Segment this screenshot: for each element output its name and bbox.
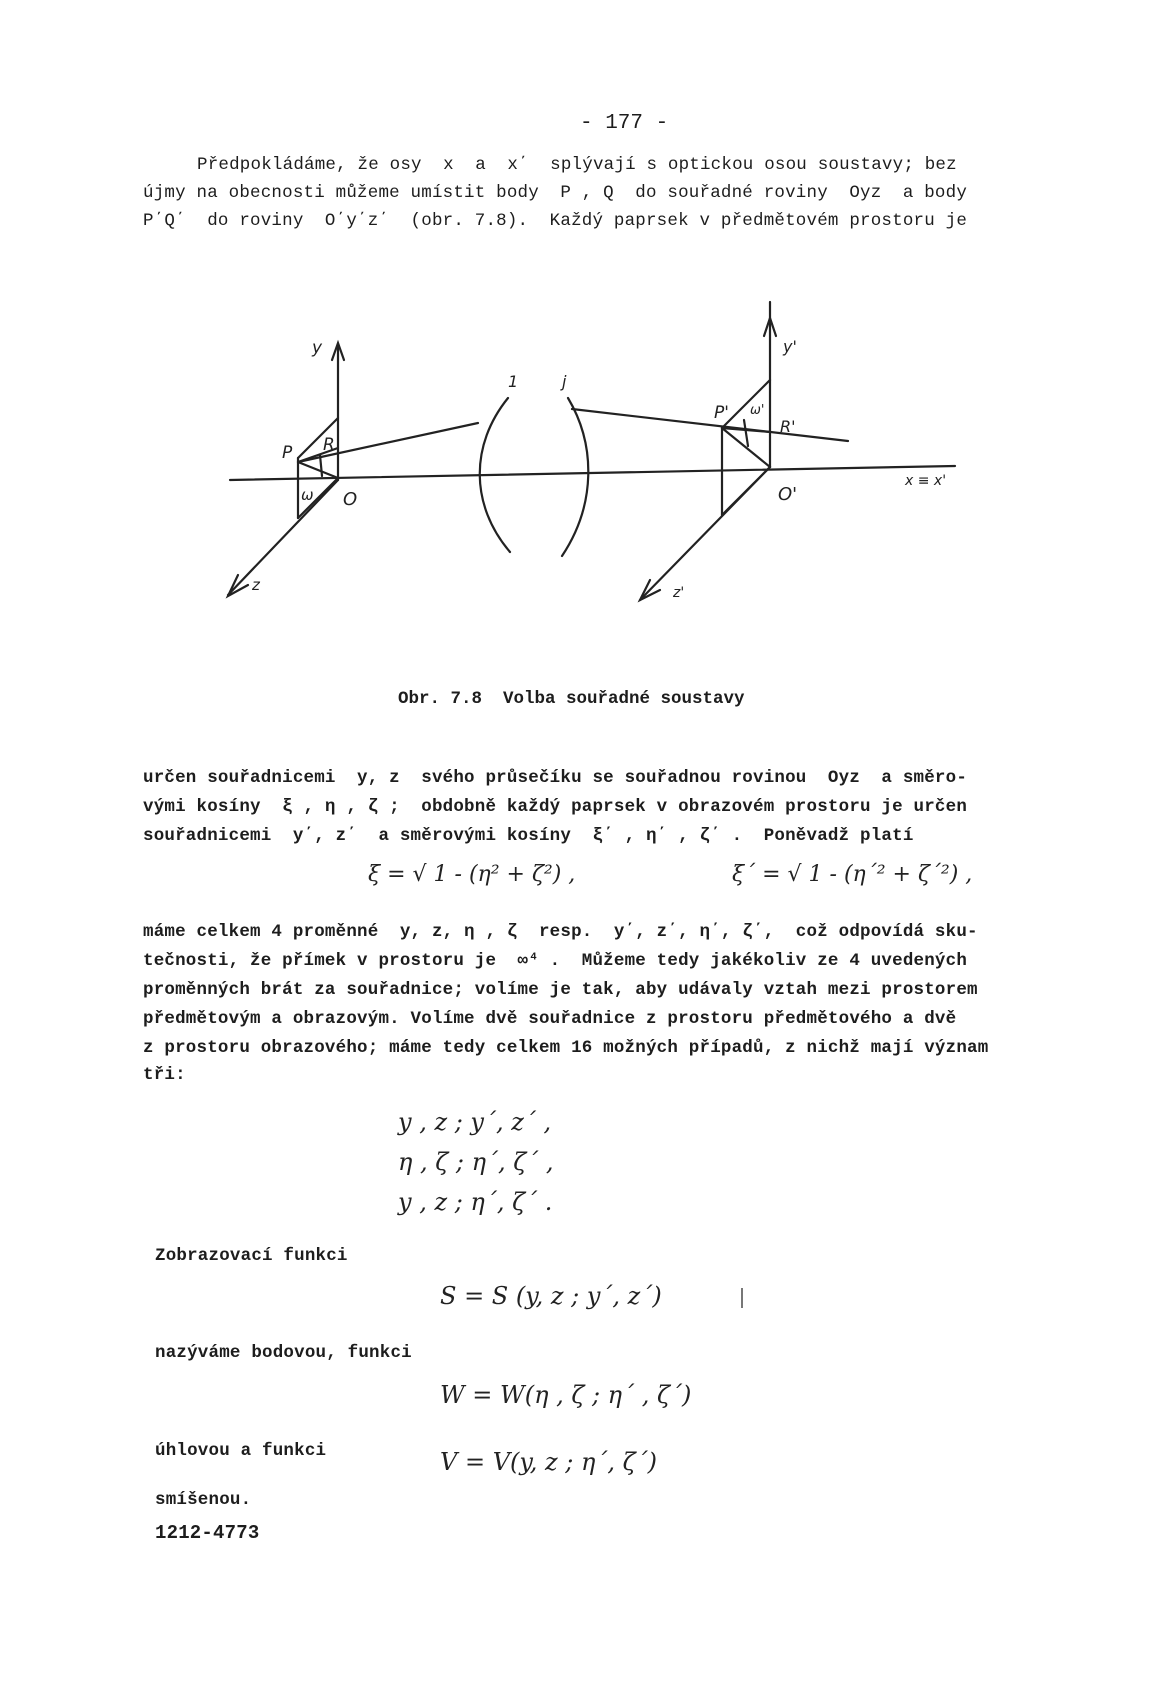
lens-surface-2 [562, 398, 588, 556]
label-y-prime: y' [783, 337, 797, 356]
label-P-prime: P' [714, 403, 729, 423]
label-omega-prime: ω' [750, 403, 765, 418]
equation-xi: ξ = √ 1 - (η² + ζ²) , [368, 862, 576, 887]
paragraph1-line2: újmy na obecnosti můžeme umístit body P , Q do souřadné roviny Oyz a body [143, 183, 968, 203]
label-y: y [312, 338, 323, 358]
point-function-label: nazýváme bodovou, funkci [155, 1343, 412, 1363]
equation-xi-prime: ξ΄ = √ 1 - (η΄² + ζ΄²) , [732, 862, 973, 887]
label-omega: ω [301, 486, 314, 504]
paragraph2-line3: souřadnicemi y΄, z΄ a směrovými kosíny ξ΄ , η΄ , ζ΄ . Poněvadž platí [143, 826, 914, 846]
archive-number: 1212-4773 [155, 1522, 260, 1544]
label-O: O [343, 489, 358, 510]
label-R-prime: R' [780, 417, 796, 436]
label-z-prime: z' [673, 585, 685, 601]
paragraph1-line1: Předpokládáme, že osy x a x΄ splývají s optickou osou soustavy; bez [197, 155, 957, 175]
function-v: V = V(y, z ; η΄, ζ΄) [440, 1448, 658, 1476]
page-number: - 177 - [580, 112, 669, 135]
case-2: η , ζ ; η΄, ζ΄ , [398, 1148, 554, 1176]
paragraph2-line2: vými kosíny ξ , η , ζ ; obdobně každý paprsek v obrazovém prostoru je určen [143, 797, 968, 817]
label-axis: x ≡ x' [905, 473, 947, 489]
paragraph3-line4: předmětovým a obrazovým. Volíme dvě souřadnice z prostoru předmětového a dvě [143, 1009, 957, 1029]
label-plane-j: j [562, 372, 567, 391]
angle-function-label: úhlovou a funkci [155, 1441, 327, 1461]
function-s: S = S (y, z ; y΄, z΄) [440, 1282, 662, 1310]
label-plane-1: 1 [508, 372, 519, 391]
paragraph3-line2: tečnosti, že přímek v prostoru je ∞⁴ . Můžeme tedy jakékoliv ze 4 uvedených [143, 951, 968, 971]
paragraph3-line1: máme celkem 4 proměnné y, z, η , ζ resp. y΄, z΄, η΄, ζ΄, což odpovídá sku- [143, 922, 978, 942]
optical-coordinate-figure [0, 0, 1157, 680]
image-ray [572, 409, 848, 441]
function-w: W = W(η , ζ ; η΄ , ζ΄) [440, 1381, 692, 1409]
function-intro: Zobrazovací funkci [155, 1246, 348, 1266]
paragraph1-line3: P΄Q΄ do roviny O΄y΄z΄ (obr. 7.8). Každý paprsek v předmětovém prostoru je [143, 211, 968, 231]
mixed-function-label: smíšenou. [155, 1490, 252, 1510]
paragraph3-line3: proměnných brát za souřadnice; volíme je tak, aby udávaly vztah mezi prostorem [143, 980, 978, 1000]
paragraph3-line5: z prostoru obrazového; máme tedy celkem 16 možných případů, z nichž mají význam [143, 1038, 989, 1058]
label-R: R [323, 435, 335, 455]
label-P: P [282, 443, 293, 463]
paragraph3-line6: tři: [143, 1065, 186, 1085]
case-1: y , z ; y΄, z΄ , [398, 1108, 552, 1136]
label-O-prime: O' [778, 484, 798, 505]
pencil-mark [741, 1288, 743, 1308]
label-z: z [252, 576, 260, 594]
z-axis [228, 480, 338, 595]
paragraph2-line1: určen souřadnicemi y, z svého průsečíku se souřadnou rovinou Oyz a směro- [143, 768, 968, 788]
case-3: y , z ; η΄, ζ΄ . [398, 1188, 553, 1216]
figure-caption: Obr. 7.8 Volba souřadné soustavy [398, 689, 745, 709]
